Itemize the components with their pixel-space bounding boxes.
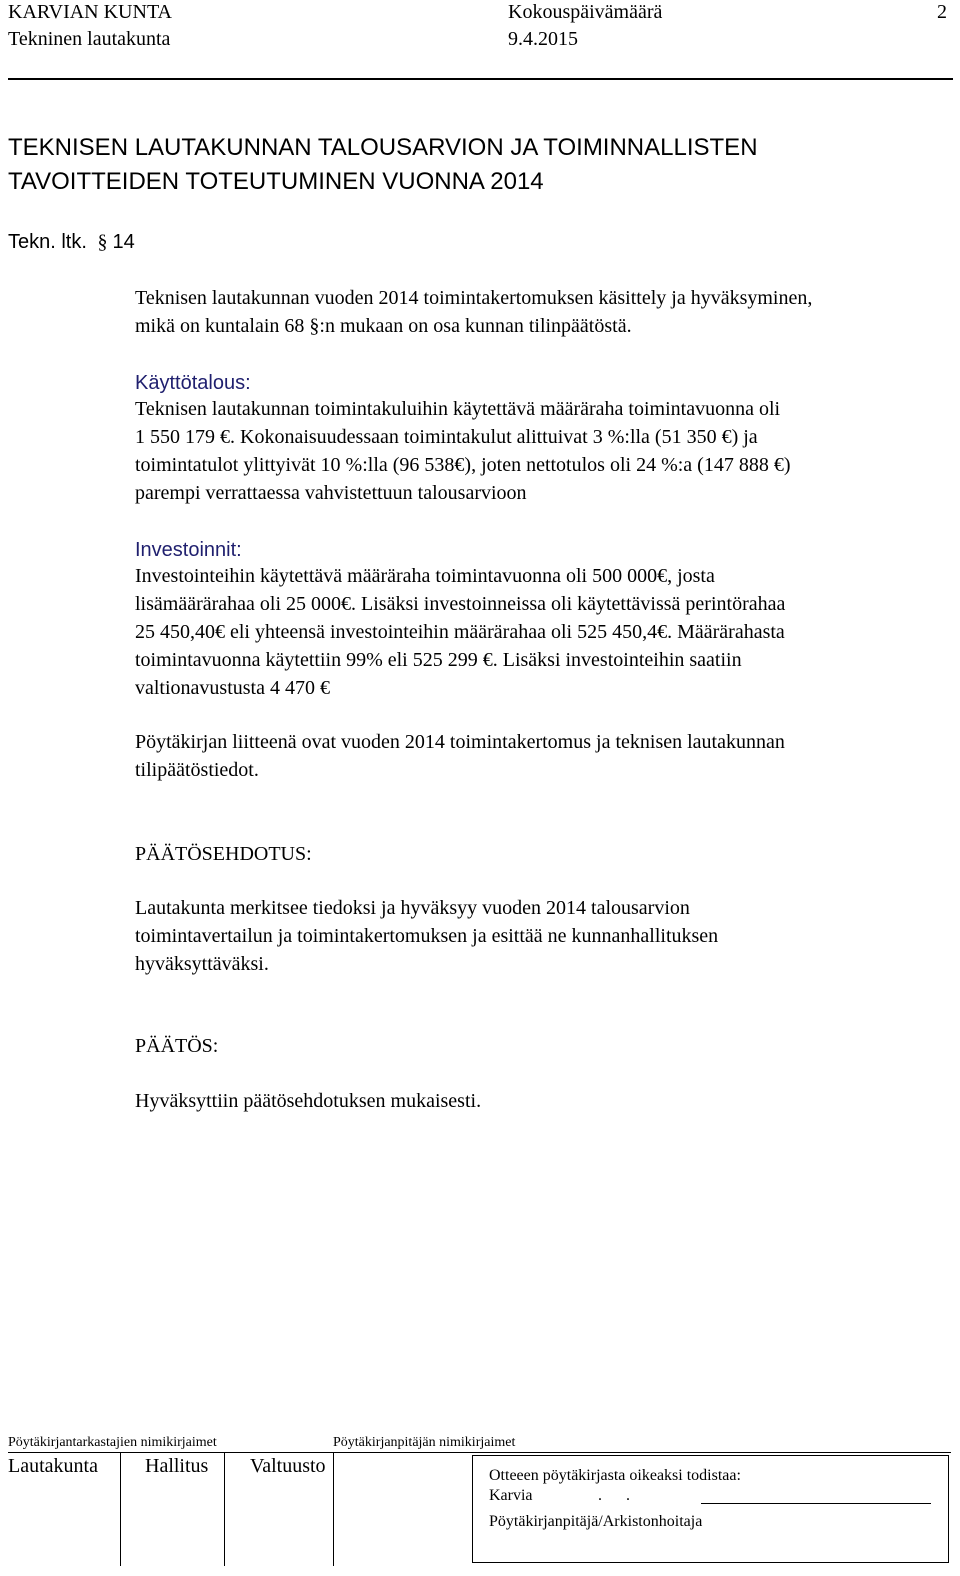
section-committee: Tekn. ltk. (8, 231, 87, 253)
certification-title: Otteeen pöytäkirjasta oikeaksi todistaa: (489, 1467, 741, 1484)
paatos-heading: PÄÄTÖS: (135, 1035, 219, 1057)
footer-separator-1 (120, 1452, 121, 1566)
kayttotalous-line-4: parempi verrattaessa vahvistettuun talousarvioon (135, 482, 527, 504)
certification-date-dots: . . (598, 1487, 630, 1504)
paatosehdotus-line-3: hyväksyttäväksi. (135, 953, 269, 975)
certification-place: Karvia (489, 1487, 533, 1504)
investoinnit-line-1: Investointeihin käytettävä määräraha toimintavuonna oli 500 000€, josta (135, 565, 715, 587)
section-sign: § (309, 315, 320, 337)
footer-separator-3 (333, 1452, 334, 1566)
page-title-line2: TAVOITTEIDEN TOTEUTUMINEN VUONNA 2014 (8, 168, 544, 195)
header-committee: Tekninen lautakunta (8, 28, 171, 50)
kayttotalous-line-3: toimintatulot ylittyivät 10 %:lla (96 538€), joten nettotulos oli 24 %:a (147 888 €) (135, 454, 791, 476)
footer-body-hallitus: Hallitus (145, 1455, 209, 1477)
paatos-text: Hyväksyttiin päätösehdotuksen mukaisesti. (135, 1090, 482, 1112)
kayttotalous-line-2: 1 550 179 €. Kokonaisuudessaan toimintakulut alittuivat 3 %:lla (51 350 €) ja (135, 426, 758, 448)
header-page-number: 2 (937, 1, 947, 23)
footer-divider (8, 1452, 951, 1453)
header-org: KARVIAN KUNTA (8, 1, 173, 23)
investoinnit-line-4: toimintavuonna käytettiin 99% eli 525 299 €. Lisäksi investointeihin saatiin (135, 649, 742, 671)
liitteet-line-1: Pöytäkirjan liitteenä ovat vuoden 2014 toimintakertomus ja teknisen lautakunnan (135, 731, 785, 753)
footer-separator-2 (224, 1452, 225, 1566)
paatosehdotus-line-1: Lautakunta merkitsee tiedoksi ja hyväksyy vuoden 2014 talousarvion (135, 897, 690, 919)
liitteet-line-2: tilipäätöstiedot. (135, 759, 259, 781)
paatosehdotus-heading: PÄÄTÖSEHDOTUS: (135, 843, 312, 865)
section-sign: § (92, 231, 113, 253)
section-number: 14 (112, 231, 135, 253)
page-title-line1: TEKNISEN LAUTAKUNNAN TALOUSARVION JA TOIMINNALLISTEN (8, 134, 758, 161)
footer-body-valtuusto: Valtuusto (250, 1455, 326, 1477)
paatosehdotus-line-2: toimintavertailun ja toimintakertomuksen ja esittää ne kunnanhallituksen (135, 925, 719, 947)
section-label (8, 231, 135, 253)
investoinnit-heading: Investoinnit: (135, 539, 242, 561)
header-divider (8, 78, 953, 80)
signature-line (701, 1503, 931, 1504)
kayttotalous-heading: Käyttötalous: (135, 372, 251, 394)
header-date-label: Kokouspäivämäärä (508, 1, 663, 23)
investoinnit-line-3: 25 450,40€ eli yhteensä investointeihin määrärahaa oli 525 450,4€. Määrärahasta (135, 621, 785, 643)
intro-line-1: Teknisen lautakunnan vuoden 2014 toimintakertomuksen käsittely ja hyväksyminen, (135, 287, 813, 309)
investoinnit-line-2: lisämäärärahaa oli 25 000€. Lisäksi investoinneissa oli käytettävissä perintörahaa (135, 593, 786, 615)
investoinnit-line-5: valtionavustusta 4 470 € (135, 677, 330, 699)
footer-keeper-label: Pöytäkirjanpitäjän nimikirjaimet (333, 1435, 516, 1450)
certification-box (472, 1455, 949, 1563)
kayttotalous-line-1: Teknisen lautakunnan toimintakuluihin käytettävä määräraha toimintavuonna oli (135, 398, 781, 420)
certification-place-row (473, 1486, 948, 1510)
footer-inspectors-label: Pöytäkirjantarkastajien nimikirjaimet (8, 1435, 217, 1450)
intro-line-2: mikä on kuntalain 68 §:n mukaan on osa kunnan tilinpäätöstä. (135, 315, 632, 337)
header-date: 9.4.2015 (508, 28, 578, 50)
certification-role: Pöytäkirjanpitäjä/Arkistonhoitaja (489, 1513, 703, 1530)
footer-body-lautakunta: Lautakunta (8, 1455, 98, 1477)
